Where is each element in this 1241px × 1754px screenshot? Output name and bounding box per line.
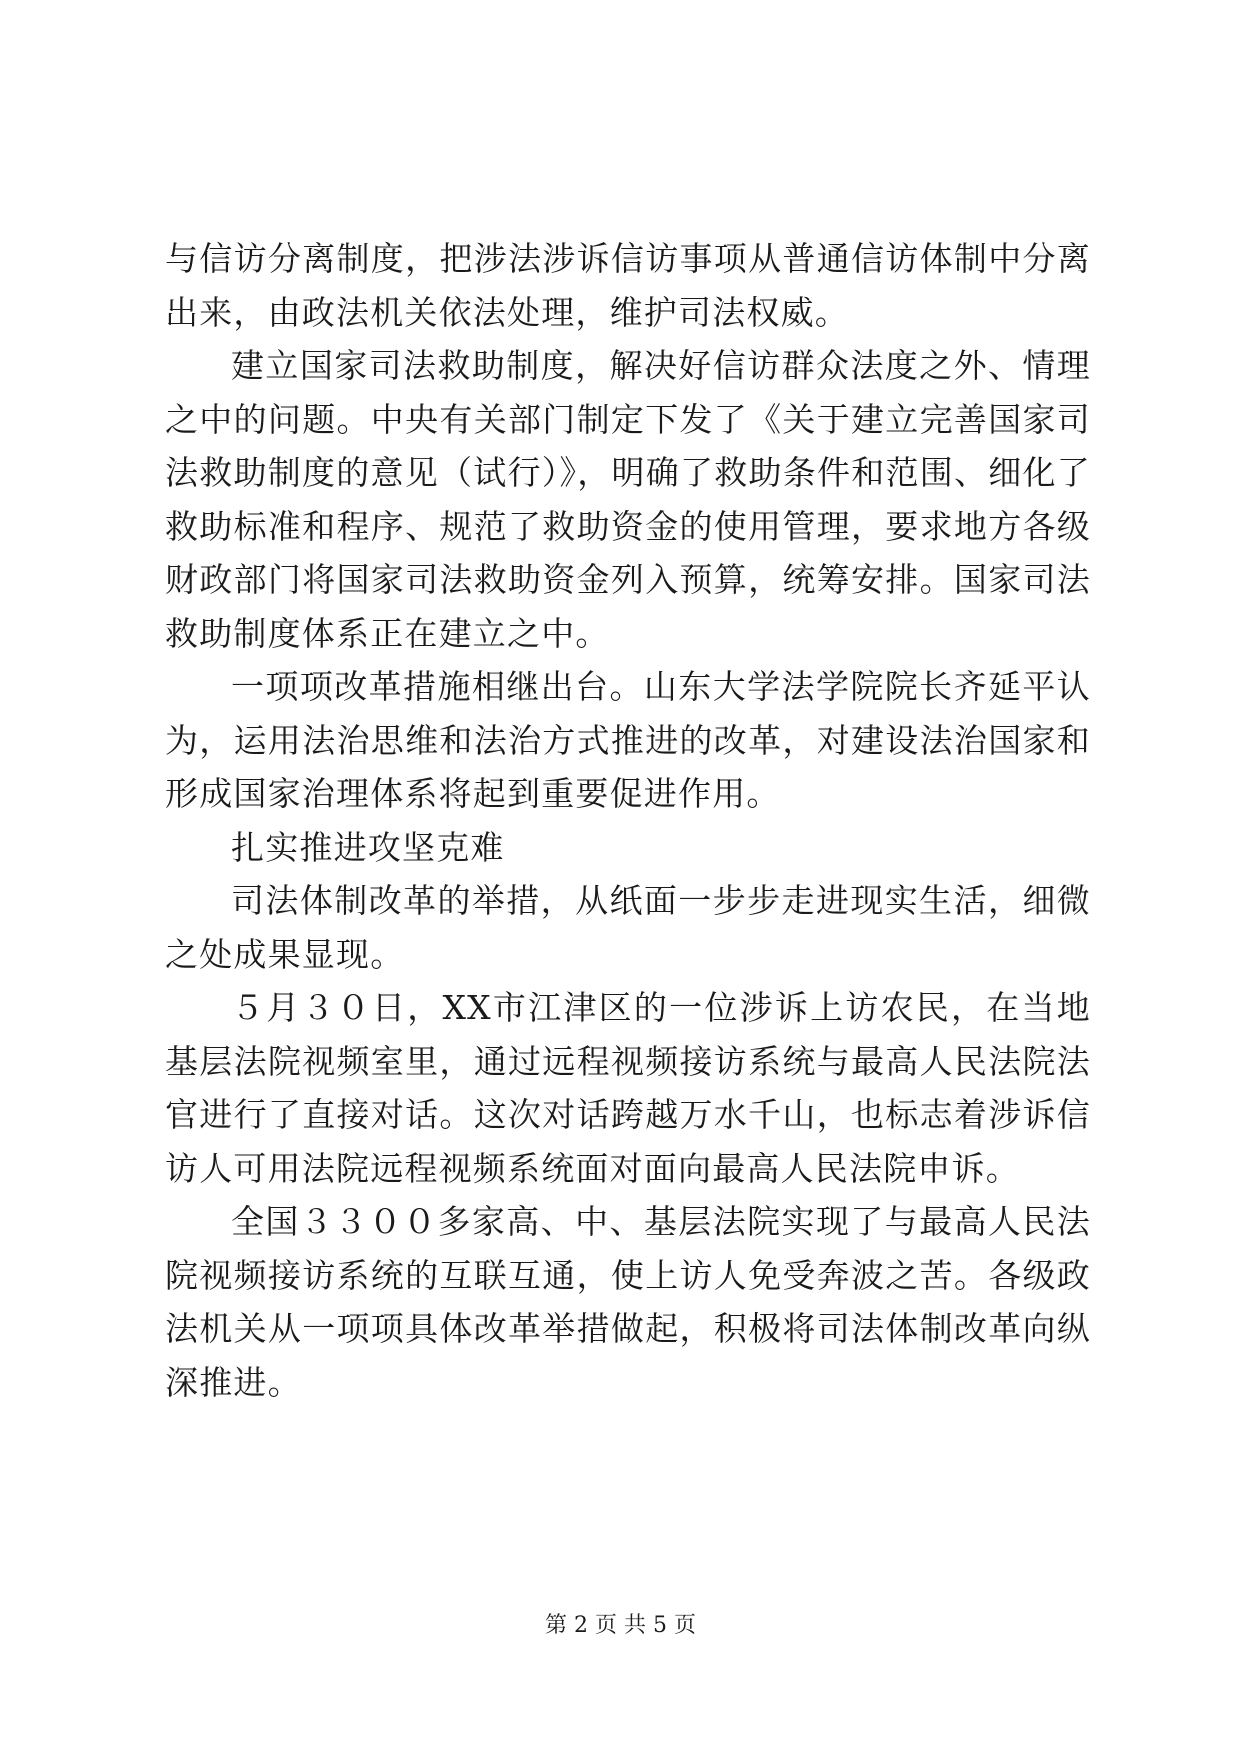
document-body xyxy=(165,232,1091,1409)
section-heading: 扎实推进攻坚克难 xyxy=(231,827,505,867)
paragraph-reform-results: 司法体制改革的举措，从纸面一步步走进现实生活，细微之处成果显现。 xyxy=(165,881,1091,974)
paragraph-reform-measures: 一项项改革措施相继出台。山东大学法学院院长齐延平认为，运用法治思维和法治方式推进的改革，对建设法治国家和形成国家治理体系将起到重要促进作用。 xyxy=(165,667,1091,813)
page-number-footer: 第 2 页 共 5 页 xyxy=(545,1613,696,1638)
paragraph-video-petition: ５月３０日，XX市江津区的一位涉诉上访农民，在当地基层法院视频室里，通过远程视频接访系统与最高人民法院法官进行了直接对话。这次对话跨越万水千山，也标志着涉诉信访人可用法院远程视频系统面对面向最高人民法院申诉。 xyxy=(165,988,1091,1188)
paragraph-court-network: 全国３３００多家高、中、基层法院实现了与最高人民法院视频接访系统的互联互通，使上访人免受奔波之苦。各级政法机关从一项项具体改革举措做起，积极将司法体制改革向纵深推进。 xyxy=(165,1202,1091,1402)
paragraph-judicial-aid: 建立国家司法救助制度，解决好信访群众法度之外、情理之中的问题。中央有关部门制定下发了《关于建立完善国家司法救助制度的意见（试行）》，明确了救助条件和范围、细化了救助标准和程序、规范了救助资金的使用管理，要求地方各级财政部门将国家司法救助资金列入预算，统筹安排。国家司法救助制度体系正在建立之中。 xyxy=(165,346,1091,653)
paragraph-continuation: 与信访分离制度，把涉法涉诉信访事项从普通信访体制中分离出来，由政法机关依法处理，维护司法权威。 xyxy=(165,239,1091,332)
